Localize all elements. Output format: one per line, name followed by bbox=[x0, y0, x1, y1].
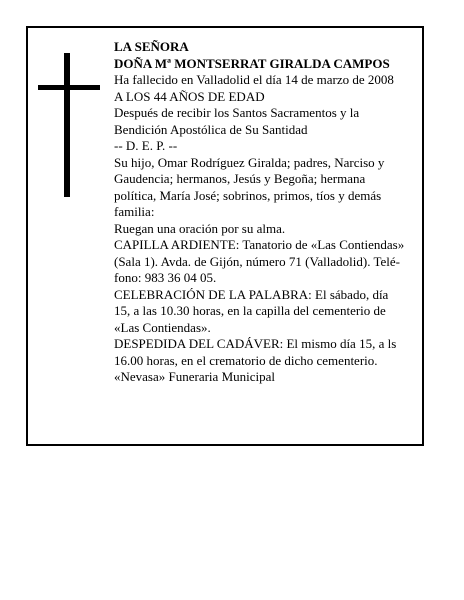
funeral-home: «Nevasa» Funeraria Municipal bbox=[114, 369, 276, 384]
family-line-3: política, María José; sobrinos, primos, tíos y demás bbox=[114, 187, 382, 203]
death-statement: Ha fallecido en Valladolid el día 14 de marzo de 2008 bbox=[114, 72, 394, 87]
farewell-line-1: DESPEDIDA DEL CADÁVER: El mismo día 15, a ls bbox=[114, 336, 397, 351]
prayer-request: Ruegan una oración por su alma. bbox=[114, 220, 286, 236]
celebration-line-2: 15, a las 10.30 horas, en la capilla del cementerio de bbox=[114, 303, 386, 318]
family-line-4: familia: bbox=[114, 204, 155, 219]
chapel-line-2: (Sala 1). Avda. de Gijón, número 71 (Valladolid). Telé- bbox=[114, 253, 400, 269]
cross-vertical-bar bbox=[64, 53, 70, 197]
chapel-line-3: fono: 983 36 04 05. bbox=[114, 270, 217, 285]
farewell-line-2: 16.00 horas, en el crematorio de dicho cementerio. bbox=[114, 352, 378, 368]
obituary-text bbox=[114, 39, 424, 386]
notice-title: LA SEÑORA bbox=[114, 39, 189, 54]
sacraments-line-2: Bendición Apostólica de Su Santidad bbox=[114, 121, 308, 137]
dep-line: -- D. E. P. -- bbox=[114, 138, 178, 153]
chapel-line-1: CAPILLA ARDIENTE: Tanatorio de «Las Contiendas» bbox=[114, 237, 405, 252]
latin-cross-icon bbox=[38, 53, 100, 197]
celebration-line-3: «Las Contiendas». bbox=[114, 319, 211, 335]
deceased-name: DOÑA Mª MONTSERRAT GIRALDA CAMPOS bbox=[114, 55, 390, 71]
celebration-line-1: CELEBRACIÓN DE LA PALABRA: El sábado, día bbox=[114, 286, 389, 302]
family-line-2: Gaudencia; hermanos, Jesús y Begoña; hermana bbox=[114, 171, 366, 186]
age-statement: A LOS 44 AÑOS DE EDAD bbox=[114, 88, 265, 104]
sacraments-line-1: Después de recibir los Santos Sacramentos y la bbox=[114, 105, 360, 120]
cross-horizontal-bar bbox=[38, 85, 100, 90]
family-line-1: Su hijo, Omar Rodríguez Giralda; padres, Narciso y bbox=[114, 154, 385, 170]
